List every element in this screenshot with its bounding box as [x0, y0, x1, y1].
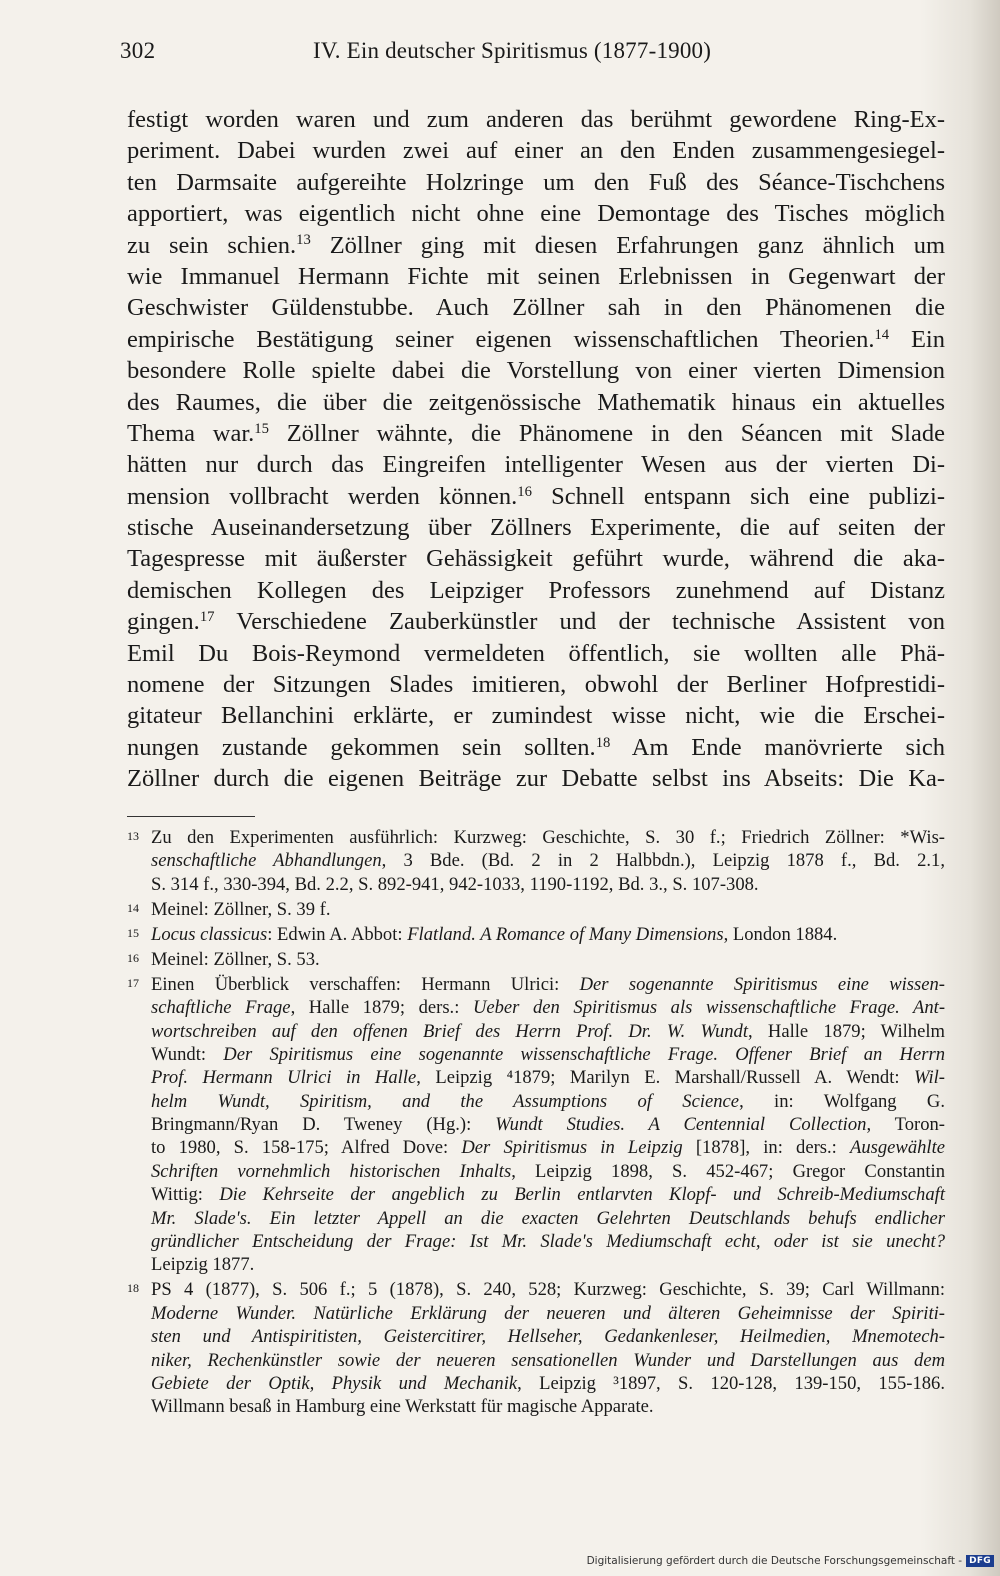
footnote-line: helm Wundt, Spiritism, and the Assumptions of Science, in: Wolfgang G. — [151, 1090, 945, 1112]
page-number: 302 — [120, 38, 156, 63]
footnote-16 — [127, 948, 945, 971]
footnote-line: PS 4 (1877), S. 506 f.; 5 (1878), S. 240, 528; Kurzweg: Geschichte, S. 39; Carl Willmann: — [151, 1279, 945, 1301]
footnote-separator — [127, 816, 255, 817]
footnote-14 — [127, 898, 945, 921]
footnote-line: Mr. Slade's. Ein letzter Appell an die exacten Gelehrten Deutschlands behufs endlicher — [151, 1207, 945, 1229]
footnote-ref: 13 — [296, 232, 311, 249]
footnote-line: Schriften vornehmlich historischen Inhalts, Leipzig 1898, S. 452-467; Gregor Constantin — [151, 1160, 945, 1182]
footnote-number: 18 — [127, 1281, 139, 1296]
text-line: Thema war.$^{15}$ Zöllner wähnte, die Phänomene in den Séancen mit Slade — [127, 419, 945, 447]
digitization-credit — [587, 1552, 994, 1570]
footnote-line: wortschreiben auf den offenen Brief des Herrn Prof. Dr. W. Wundt, Halle 1879; Wilhelm — [151, 1020, 945, 1042]
footnote-number: 15 — [127, 925, 139, 940]
footnote-line: Zu den Experimenten ausführlich: Kurzweg: Geschichte, S. 30 f.; Friedrich Zöllner: *Wis- — [151, 827, 945, 848]
main-text — [127, 104, 945, 795]
footnote-17 — [127, 973, 945, 1277]
text-line: wie Immanuel Hermann Fichte mit seinen Erlebnissen in Gegenwart der — [127, 262, 945, 290]
text-line: hätten nur durch das Eingreifen intelligenter Wesen aus der vierten Di- — [127, 451, 945, 479]
dfg-logo: DFG — [966, 1555, 994, 1567]
text-line: periment. Dabei wurden zwei auf einer an den Enden zusammengesiegel- — [127, 137, 945, 165]
footnote-line: Moderne Wunder. Natürliche Erklärung der neueren und älteren Geheimnisse der Spiriti- — [151, 1302, 945, 1324]
footnote-line: Prof. Hermann Ulrici in Halle, Leipzig ⁴1879; Marilyn E. Marshall/Russell A. Wendt: Wil- — [151, 1067, 946, 1089]
footnote-line: Willmann besaß in Hamburg eine Werkstatt für magische Apparate. — [151, 1396, 654, 1418]
text-line: nomene der Sitzungen Slades imitieren, obwohl der Berliner Hofprestidi- — [127, 671, 945, 699]
footnote-line: Bringmann/Ryan D. Tweney (Hg.): Wundt Studies. A Centennial Collection, Toron- — [151, 1114, 945, 1136]
text-line: besondere Rolle spielte dabei die Vorstellung von einer vierten Dimension — [127, 357, 945, 385]
footnote-line: Wundt: Der Spiritismus eine sogenannte wissenschaftliche Frage. Offener Brief an Herrn — [151, 1043, 945, 1065]
footnote-ref: 18 — [595, 734, 611, 751]
text-line: Zöllner durch die eigenen Beiträge zur Debatte selbst ins Abseits: Die Ka- — [127, 765, 945, 793]
footnote-ref: 15 — [254, 420, 269, 437]
footnote-18 — [127, 1278, 945, 1418]
text-line: festigt worden waren und zum anderen das berühmt gewordene Ring-Ex- — [127, 106, 945, 133]
footnote-line: gründlicher Entscheidung der Frage: Ist Mr. Slade's Mediumschaft echt, oder ist sie unecht? — [151, 1231, 945, 1253]
footnote-line: Einen Überblick verschaffen: Hermann Ulrici: Der sogenannte Spiritismus eine wissen- — [151, 973, 945, 995]
footer-text: Digitalisierung gefördert durch die Deutsche Forschungsgemeinschaft - — [586, 1555, 963, 1567]
running-title: IV. Ein deutscher Spiritismus (1877-1900) — [313, 38, 712, 63]
footnote-ref: 17 — [199, 609, 215, 626]
footnote-13 — [127, 826, 945, 896]
footnote-ref: 14 — [874, 326, 890, 343]
footnote-line: Meinel: Zöllner, S. 39 f. — [151, 898, 331, 920]
text-line: nungen zustande gekommen sein sollten.$^{18}$ Am Ende manövrierte sich — [127, 733, 945, 761]
footnote-number: 13 — [127, 829, 139, 843]
footnote-line: niker, Rechenkünstler sowie der neueren sensationellen Wunder und Darstellungen aus dem — [151, 1349, 945, 1371]
text-line: ten Darmsaite aufgereihte Holzringe um den Fuß des Séance-Tischchens — [127, 168, 945, 196]
footnote-line: Leipzig 1877. — [151, 1254, 255, 1276]
text-line: gitateur Bellanchini erklärte, er zumindest wisse nicht, wie die Erschei- — [127, 702, 945, 730]
text-line: Geschwister Güldenstubbe. Auch Zöllner sah in den Phänomenen die — [127, 294, 945, 322]
footnote-line: Locus classicus: Edwin A. Abbot: Flatland. A Romance of Many Dimensions, London 1884. — [151, 923, 838, 945]
footnote-line: schaftliche Frage, Halle 1879; ders.: Ueber den Spiritismus als wissenschaftliche Frage. Ant- — [151, 997, 946, 1019]
footnote-line: to 1980, S. 158-175; Alfred Dove: Der Spiritismus in Leipzig [1878], in: ders.: Ausgewählte — [151, 1137, 946, 1159]
footnote-line: Gebiete der Optik, Physik und Mechanik, Leipzig ³1897, S. 120-128, 139-150, 155-186. — [151, 1372, 945, 1394]
footnote-line: Wittig: Die Kehrseite der angeblich zu Berlin entlarvten Klopf- und Schreib-Mediumschaft — [151, 1184, 945, 1206]
footnotes — [127, 826, 945, 1420]
footnote-number: 14 — [127, 900, 139, 915]
text-line: zu sein schien.$^{13}$ Zöllner ging mit diesen Erfahrungen ganz ähnlich um — [127, 231, 945, 259]
footnote-line: Meinel: Zöllner, S. 53. — [151, 948, 320, 970]
footnote-number: 16 — [127, 950, 139, 965]
footnote-line: S. 314 f., 330-394, Bd. 2.2, S. 892-941, 942-1033, 1190-1192, Bd. 3., S. 107-308. — [151, 873, 759, 895]
text-line: Emil Du Bois-Reymond vermeldeten öffentlich, sie wollten alle Phä- — [127, 639, 945, 667]
text-line: empirische Bestätigung seiner eigenen wissenschaftlichen Theorien.$^{14}$ Ein — [127, 325, 945, 353]
footnote-number: 17 — [127, 975, 139, 990]
footnote-line: senschaftliche Abhandlungen, 3 Bde. (Bd. 2 in 2 Halbbdn.), Leipzig 1878 f., Bd. 2.1, — [151, 850, 945, 872]
running-head — [120, 38, 880, 74]
text-line: des Raumes, die über die zeitgenössische Mathematik hinaus ein aktuelles — [127, 388, 945, 416]
text-line: gingen.$^{17}$ Verschiedene Zauberkünstler und der technische Assistent von — [127, 608, 945, 636]
footnote-15 — [127, 923, 945, 946]
footnote-line: sten und Antispiritisten, Geistercitirer, Hellseher, Gedankenleser, Heilmedien, Mnemotech- — [151, 1326, 945, 1348]
text-line: mension vollbracht werden können.$^{16}$ Schnell entspann sich eine publizi- — [127, 482, 945, 510]
text-line: Tagespresse mit äußerster Gehässigkeit geführt wurde, während die aka- — [127, 545, 945, 573]
footnote-ref: 16 — [517, 483, 532, 500]
text-line: stische Auseinandersetzung über Zöllners Experimente, die auf seiten der — [127, 514, 945, 542]
text-line: apportiert, was eigentlich nicht ohne eine Demontage des Tisches möglich — [127, 200, 945, 228]
text-line: demischen Kollegen des Leipziger Professors zunehmend auf Distanz — [127, 576, 945, 604]
